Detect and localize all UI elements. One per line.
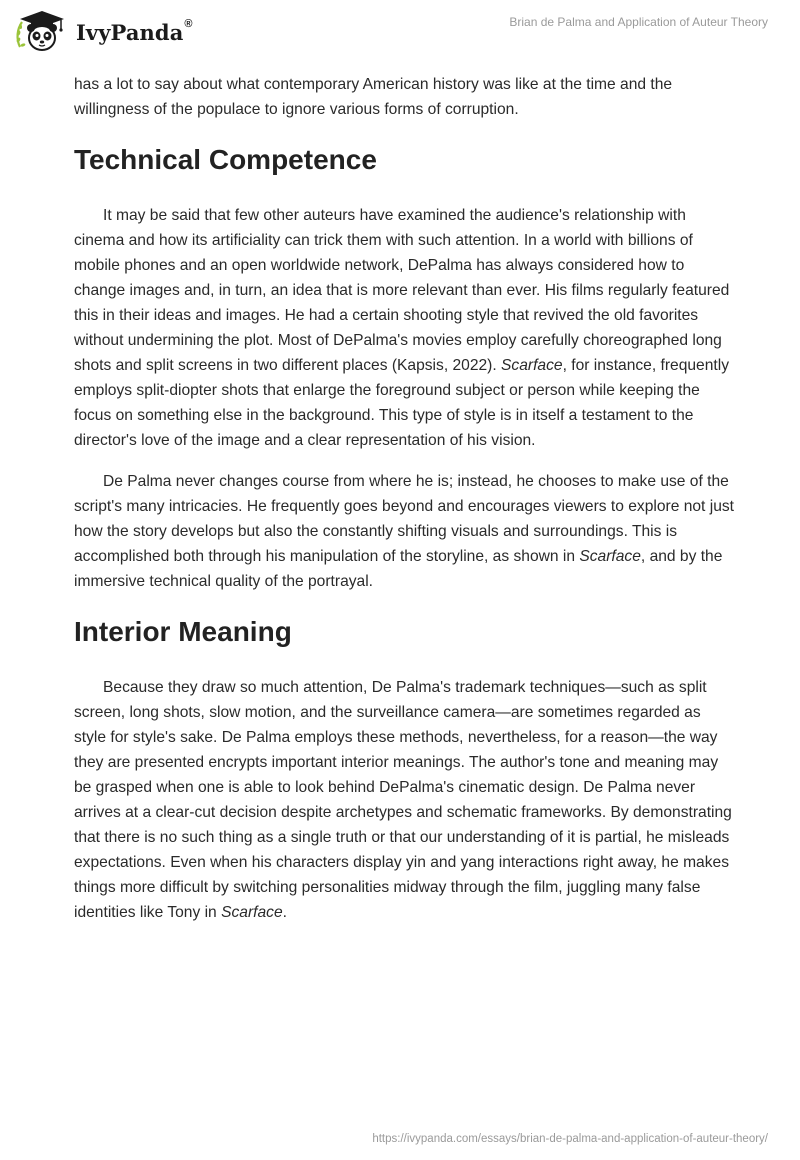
heading-interior-meaning: Interior Meaning xyxy=(74,616,292,647)
heading-technical-competence: Technical Competence xyxy=(74,144,377,175)
source-url[interactable]: https://ivypanda.com/essays/brian-de-palma-and-application-of-auteur-theory/ xyxy=(372,1133,768,1145)
scarface-title: Scarface xyxy=(221,904,283,921)
document-title: Brian de Palma and Application of Auteur Theory xyxy=(509,15,768,29)
intro-paragraph: has a lot to say about what contemporary American history was like at the time and the willingness of the populace to ignore various forms of corruption. xyxy=(74,76,673,118)
ivypanda-logo[interactable] xyxy=(14,9,193,53)
scarface-title: Scarface xyxy=(501,357,563,374)
logo-wordmark: IvyPanda® xyxy=(76,17,193,45)
page-header xyxy=(0,0,800,62)
technical-paragraph-2: De Palma never changes course from where he is; instead, he chooses to make use of the script's many intricacies. He frequently goes beyond and encourages viewers to explore not just how the story develops but also the constantly shifting visuals and surroundings. This is accomplished both through his manipulation of the storyline, as shown in Scarface, and by the immersive technical quality of the portrayal. xyxy=(74,473,734,590)
scarface-title: Scarface xyxy=(579,548,641,565)
essay-content xyxy=(74,72,734,925)
panda-graduate-icon xyxy=(14,9,70,53)
interior-paragraph-1: Because they draw so much attention, De Palma's trademark techniques—such as split screen, long shots, slow motion, and the surveillance camera—are sometimes regarded as style for style's sake. De Palma employs these methods, nevertheless, for a reason—the way they are presented encrypts important interior meanings. The author's tone and meaning may be grasped when one is able to look behind DePalma's cinematic design. De Palma never arrives at a clear-cut decision despite archetypes and schematic frameworks. By demonstrating that there is no such thing as a single truth or that our understanding of it is partial, he misleads expectations. Even when his characters display yin and yang interactions right away, he makes things more difficult by switching personalities midway through the film, juggling many false identities like Tony in Scarface. xyxy=(74,679,732,921)
technical-paragraph-1: It may be said that few other auteurs have examined the audience's relationship with cinema and how its artificiality can trick them with such attention. In a world with billions of mobile phones and an open worldwide network, DePalma has always considered how to change images and, in turn, an idea that is more relevant than ever. His films regularly featured this in their ideas and images. He had a certain shooting style that revived the old favorites without undermining the plot. Most of DePalma's movies employ carefully choreographed long shots and split screens in two different places (Kapsis, 2022). Scarface, for instance, frequently employs split-diopter shots that enlarge the foreground subject or person while keeping the focus on something else in the background. This type of style is in itself a testament to the director's love of the image and a clear representation of his vision. xyxy=(74,207,730,449)
